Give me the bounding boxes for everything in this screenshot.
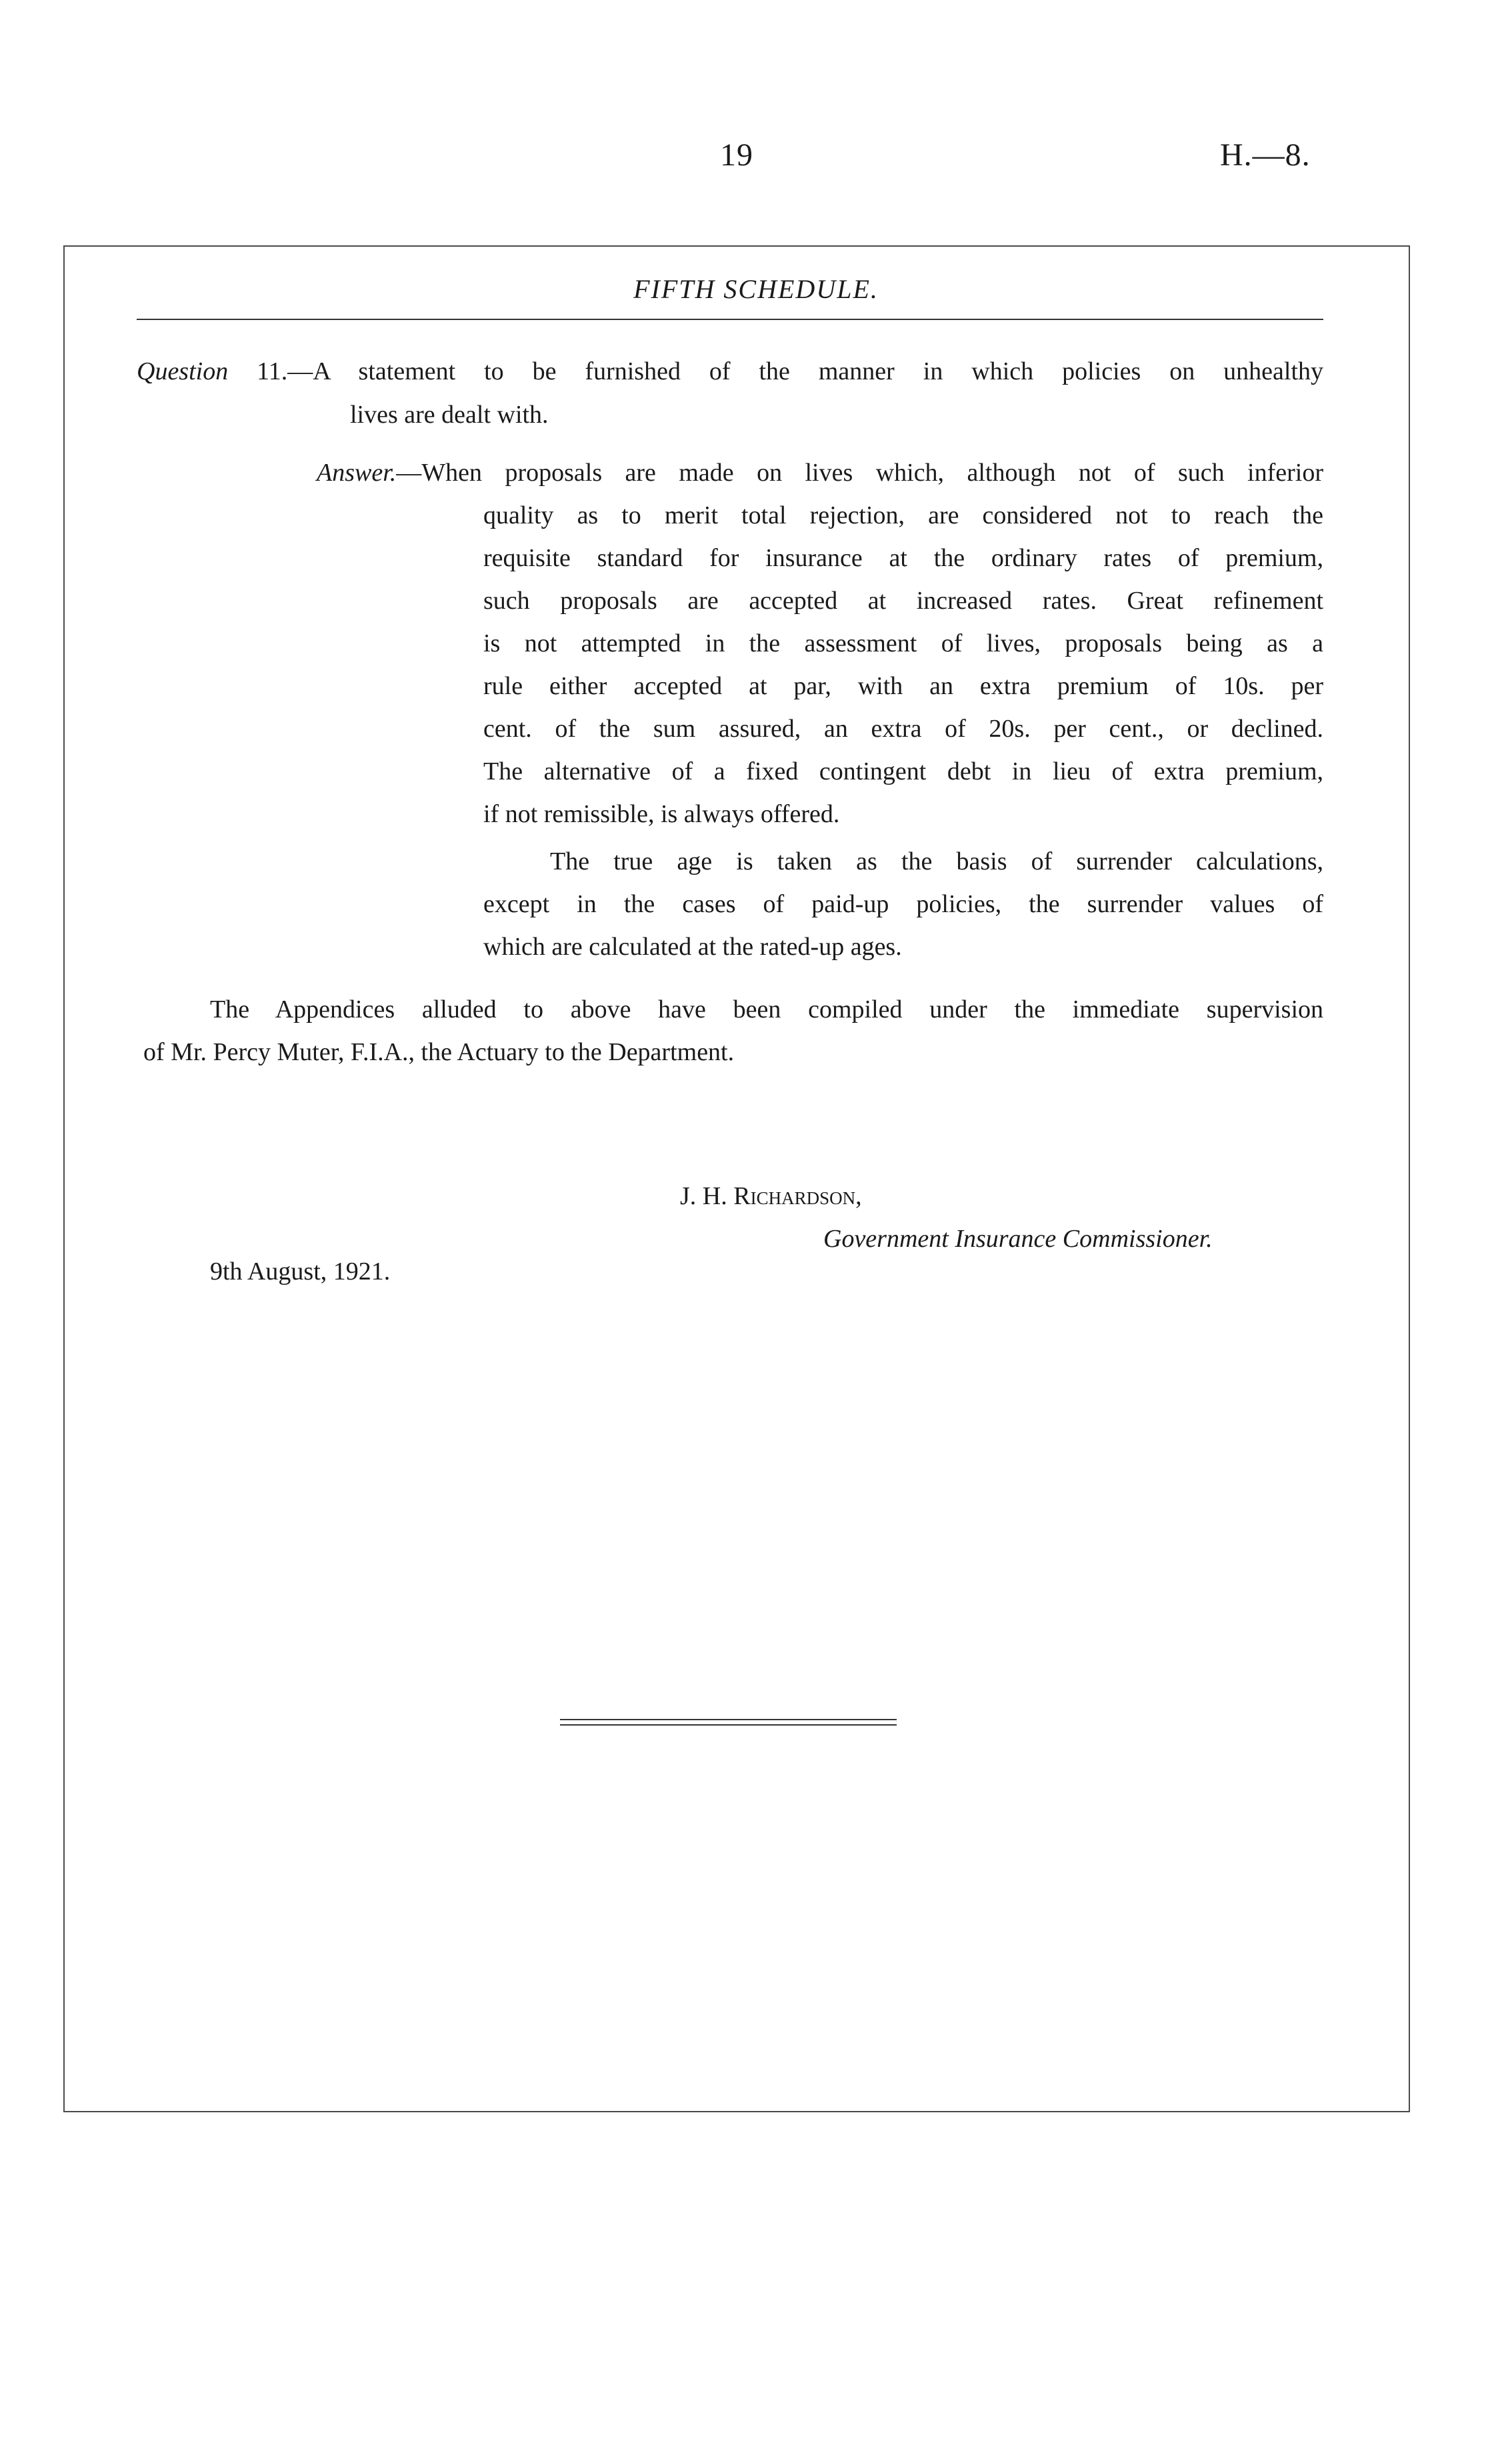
appendices-line-1: of Mr. Percy Muter, F.I.A., the Actuary to the Department.	[143, 1038, 735, 1066]
answer-line-4: is not attempted in the assessment of lives, proposals being as a	[483, 629, 1323, 657]
question-continuation: lives are dealt with.	[350, 401, 549, 429]
question-text: 11.—A statement to be furnished of the manner in which policies on unhealthy	[257, 357, 1324, 385]
signature-date: 9th August, 1921.	[210, 1258, 391, 1286]
question-label: Question	[137, 357, 229, 385]
answer-line-1: quality as to merit total rejection, are considered not to reach the	[483, 501, 1323, 529]
answer-line-3: such proposals are accepted at increased rates. Great refinement	[483, 587, 1323, 615]
answer-para2-line-2: which are calculated at the rated-up ages.	[483, 933, 902, 961]
appendices-line-0: The Appendices alluded to above have been compiled under the immediate supervision	[210, 995, 1323, 1023]
answer-line-7: The alternative of a fixed contingent debt in lieu of extra premium,	[483, 757, 1323, 785]
answer-line-5: rule either accepted at par, with an extra premium of 10s. per	[483, 672, 1323, 700]
answer-line-8: if not remissible, is always offered.	[483, 800, 840, 828]
page-number: 19	[720, 137, 753, 173]
answer-line-6: cent. of the sum assured, an extra of 20s. per cent., or declined.	[483, 715, 1323, 743]
answer-line-2: requisite standard for insurance at the ordinary rates of premium,	[483, 544, 1323, 572]
signature-title: Government Insurance Commissioner.	[823, 1225, 1213, 1253]
document-reference: H.—8.	[1220, 137, 1311, 173]
answer-label: Answer.	[317, 459, 397, 487]
question-line	[137, 357, 1323, 386]
end-double-rule	[560, 1719, 897, 1726]
title-rule	[137, 319, 1323, 320]
answer-para2-line-0: The true age is taken as the basis of surrender calculations,	[550, 847, 1323, 875]
answer-para2-line-1: except in the cases of paid-up policies, the surrender values of	[483, 890, 1323, 918]
signature-name: J. H. Richardson,	[680, 1182, 862, 1210]
answer-line-0: —When proposals are made on lives which, although not of such inferior	[396, 459, 1323, 487]
answer-first-line	[317, 458, 1323, 487]
schedule-title: FIFTH SCHEDULE.	[633, 274, 879, 304]
